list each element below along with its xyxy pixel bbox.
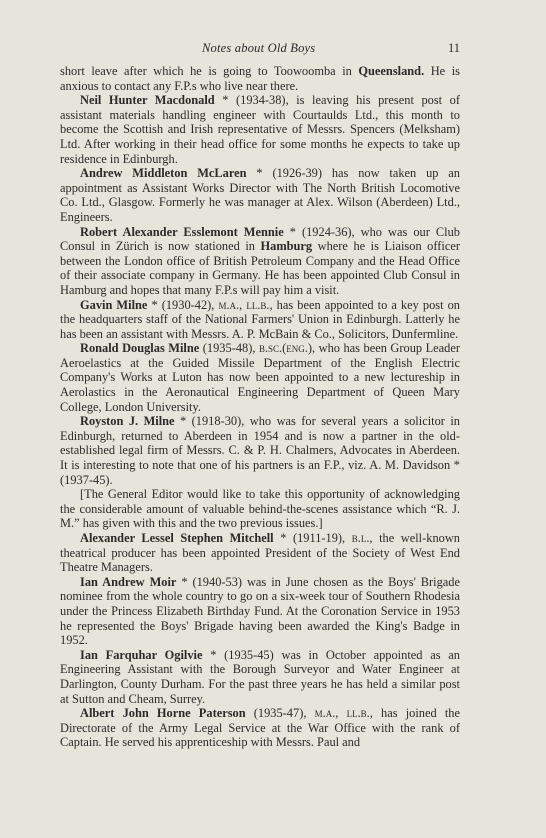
entry-macdonald [60, 93, 460, 166]
person-name: Neil Hunter Macdonald [80, 93, 215, 108]
degree-abbrev: m.a., ll.b., [218, 297, 273, 312]
person-name: Alexander Lessel Stephen Mitchell [80, 531, 274, 545]
person-name: Gavin Milne [80, 297, 148, 312]
degree-abbrev: b.sc.(eng.), [258, 341, 316, 356]
entry-mitchell [60, 531, 460, 575]
text-run: * (1924-36), who was our Club Consul in Zürich is now stationed in [60, 224, 460, 254]
text-run: * (1930-42), [147, 297, 219, 312]
person-name: Robert Alexander Esslemont Mennie [80, 224, 284, 239]
text-run: * (1918-30), who was for several years a solicitor in Edinburgh, returned to Aberdeen in 1954 and is now a partner in the old-established legal firm of Messrs. C. & P. H. Chalmers, Advocates in Aberdeen. It is interesting to note that one of his partners is an F.P., viz. A. M. Davidson * (1937-45). [60, 414, 460, 487]
running-title: Notes about Old Boys [202, 41, 316, 55]
text-run: * (1940-53) was in June chosen as the Boys' Brigade nominee from the whole country to go on a six-week tour of Southern Rhodesia under the Princess Elizabeth Birthday Fund. At the Coronation Service in 1953 he represented the Boys' Brigade having been awarded the King's Badge in 1952. [60, 574, 460, 648]
entry-mennie [60, 225, 460, 298]
page-number: 11 [447, 41, 460, 55]
para-continuation-1 [60, 64, 460, 93]
entry-ronald-milne [60, 341, 460, 414]
text-run: * (1935-45) was in October appointed as an Engineering Assistant with the Borough Surveyor and Water Engineer at Darlington, County Durham. For the past three years he has held a similar post at Sutton and Cheam, Surrey. [60, 647, 460, 706]
text-run: has been appointed to a key post on the headquarters staff of the National Farmers' Union in Edinburgh. Latterly he has been an assistant with Messrs. A. P. McBain & Co., Solicitors, Dunfermline. [60, 297, 460, 341]
text-run: He is anxious to contact any F.P.s who live near there. [60, 64, 460, 93]
text-run: where he is Liaison officer between the London office of British Petroleum Company and the Head Office of their associate company in Germany. He has been appointed Club Consul in Hamburg and hopes that many F.P.s will pay him a visit. [60, 239, 460, 297]
person-name: Ian Farquhar Ogilvie [80, 647, 203, 662]
person-name: Hamburg [260, 239, 313, 254]
entry-paterson [60, 706, 460, 750]
text-run: * (1911-19), [273, 531, 352, 545]
entry-moir [60, 575, 460, 648]
text-run: * (1926-39) has now taken up an appointment as Assistant Works Director with The North British Locomotive Co. Ltd., Glasgow. Formerly he was manager at Alex. Wilson (Aberdeen) Ltd., Engineers. [60, 166, 460, 224]
person-name: Queensland. [358, 64, 425, 78]
text-run: who has been Group Leader Aeroelastics at the Guided Missile Department of the English Electric Company's Works at Luton has now been appointed to a new lectureship in Aerolastics in the Aeronautical Engineering Department of Queen Mary College, London University. [60, 341, 460, 414]
entry-gavin-milne [60, 298, 460, 342]
person-name: Albert John Horne Paterson [80, 706, 246, 721]
entry-royston-milne [60, 414, 460, 487]
text-run: the well-known theatrical producer has been appointed President of the Society of West End Theatre Managers. [60, 531, 460, 575]
person-name: Royston J. Milne [80, 414, 175, 429]
text-run: (1935-47), [245, 706, 315, 721]
degree-abbrev: b.l., [351, 531, 373, 545]
person-name: Ian Andrew Moir [80, 574, 177, 589]
text-run: * (1934-38), is leaving his present post of assistant materials handling engineer with Courtaulds Ltd., this month to become the Scottish and Irish representative of Messrs. Spencers (Melksham) Ltd. After working in their head office for some months he expects to take up residence in Edinburgh. [60, 93, 461, 166]
entry-ogilvie [60, 648, 460, 706]
page-body-text [60, 64, 460, 750]
person-name: Ronald Douglas Milne [80, 341, 200, 356]
text-run: (1935-48), [199, 341, 259, 356]
degree-abbrev: m.a., ll.b., [314, 706, 373, 721]
editor-note [60, 487, 460, 531]
text-run: has joined the Directorate of the Army Legal Service at the War Office with the rank of Captain. He served his apprenticeship with Messrs. Paul and [60, 706, 461, 750]
person-name: Andrew Middleton McLaren [80, 166, 247, 181]
text-run: short leave after which he is going to Toowoomba in [60, 64, 359, 78]
text-run: [The General Editor would like to take this opportunity of acknowledging the considerable amount of valuable behind-the-scenes assistance which “R. J. M.” has given with this and the two previous issues.] [60, 487, 460, 531]
entry-mclaren [60, 166, 460, 224]
